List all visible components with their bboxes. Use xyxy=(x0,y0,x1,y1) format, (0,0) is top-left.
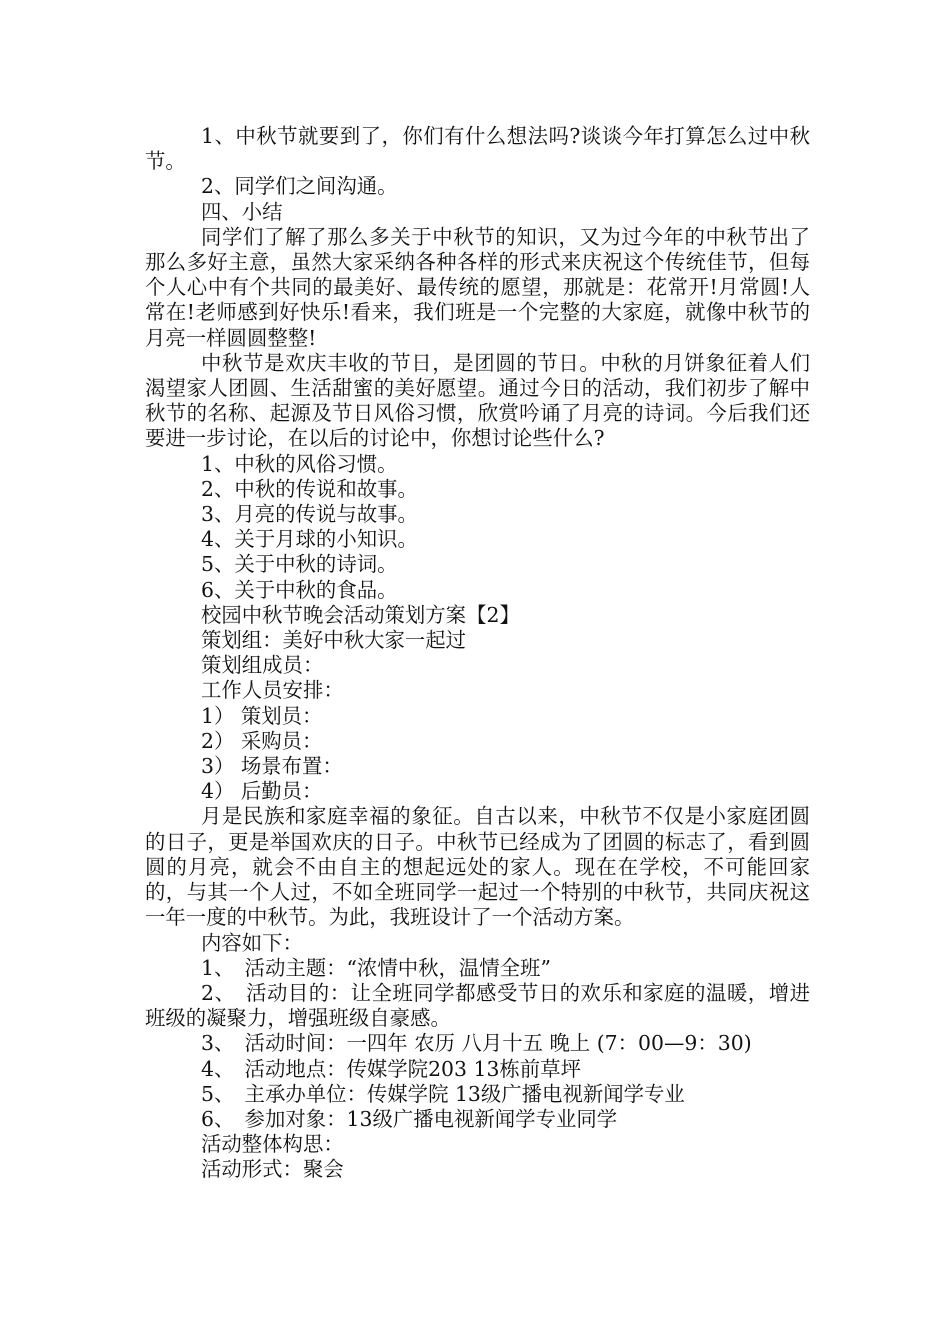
topic-item-6: 6、关于中秋的食品。 xyxy=(201,577,398,602)
summary-paragraph: 同学们了解了那么多关于中秋节的知识，又为过今年的中秋节出了那么多好主意，虽然大家采纳各种各样的形式来庆祝这个传统佳节，但每个人心中有个共同的最美好、最传统的愿望，那就是：花常开!月常圆!人常在!老师感到好快乐!看来，我们班是一个完整的大家庭，就像中秋节的月亮一样圆圆整整! xyxy=(145,224,810,350)
planning-members: 策划组成员： xyxy=(201,653,324,678)
content-heading: 内容如下： xyxy=(201,930,303,955)
content-item-participants: 6、 参加对象：13级广播电视新闻学专业同学 xyxy=(201,1106,618,1131)
topic-item-5: 5、关于中秋的诗词。 xyxy=(201,552,398,577)
topic-item-1: 1、中秋的风俗习惯。 xyxy=(201,451,398,476)
staff-item-3: 3） 场景布置： xyxy=(201,754,343,779)
content-item-time: 3、 活动时间：一四年 农历 八月十五 晚上 (7：00—9：30) xyxy=(201,1031,752,1056)
staff-item-2: 2） 采购员： xyxy=(201,728,323,753)
content-item-location: 4、 活动地点：传媒学院203 13栋前草坪 xyxy=(201,1056,581,1081)
content-item-theme: 1、 活动主题：“浓情中秋，温情全班” xyxy=(201,955,551,980)
list-item-2: 2、同学们之间沟通。 xyxy=(201,174,398,199)
content-item-purpose: 2、 活动目的：让全班同学都感受节日的欢乐和家庭的温暖，增进班级的凝聚力，增强班级自豪感。 xyxy=(145,980,810,1031)
list-item-1: 1、中秋节就要到了，你们有什么想法吗?谈谈今年打算怎么过中秋节。 xyxy=(145,124,810,174)
section-heading-summary: 四、小结 xyxy=(201,199,283,224)
staff-item-4: 4） 后勤员： xyxy=(201,779,323,804)
planning-group: 策划组：美好中秋大家一起过 xyxy=(201,628,467,653)
intro-paragraph: 月是民族和家庭幸福的象征。自古以来，中秋节不仅是小家庭团圆的日子，更是举国欢庆的日子。中秋节已经成为了团圆的标志了，看到圆圆的月亮，就会不由自主的想起远处的家人。现在在学校，不可能回家的，与其一个人过，不如全班同学一起过一个特别的中秋节，共同庆祝这一年一度的中秋节。为此，我班设计了一个活动方案。 xyxy=(145,804,810,930)
activity-form: 活动形式：聚会 xyxy=(201,1157,344,1182)
topic-item-3: 3、月亮的传说与故事。 xyxy=(201,502,418,527)
overall-concept: 活动整体构思： xyxy=(201,1132,344,1157)
staff-item-1: 1） 策划员： xyxy=(201,703,323,728)
topic-item-2: 2、中秋的传说和故事。 xyxy=(201,476,418,501)
topic-item-4: 4、关于月球的小知识。 xyxy=(201,527,418,552)
staff-arrangement: 工作人员安排： xyxy=(201,678,344,703)
festival-paragraph: 中秋节是欢庆丰收的节日，是团圆的节日。中秋的月饼象征着人们渴望家人团圆、生活甜蜜的美好愿望。通过今日的活动，我们初步了解中秋节的名称、起源及节日风俗习惯，欣赏吟诵了月亮的诗词。今后我们还要进一步讨论，在以后的讨论中，你想讨论些什么? xyxy=(145,350,810,451)
plan-title: 校园中秋节晚会活动策划方案【2】 xyxy=(201,602,520,627)
content-item-organizer: 5、 主承办单位：传媒学院 13级广播电视新闻学专业 xyxy=(201,1081,685,1106)
document-body xyxy=(145,124,810,1183)
